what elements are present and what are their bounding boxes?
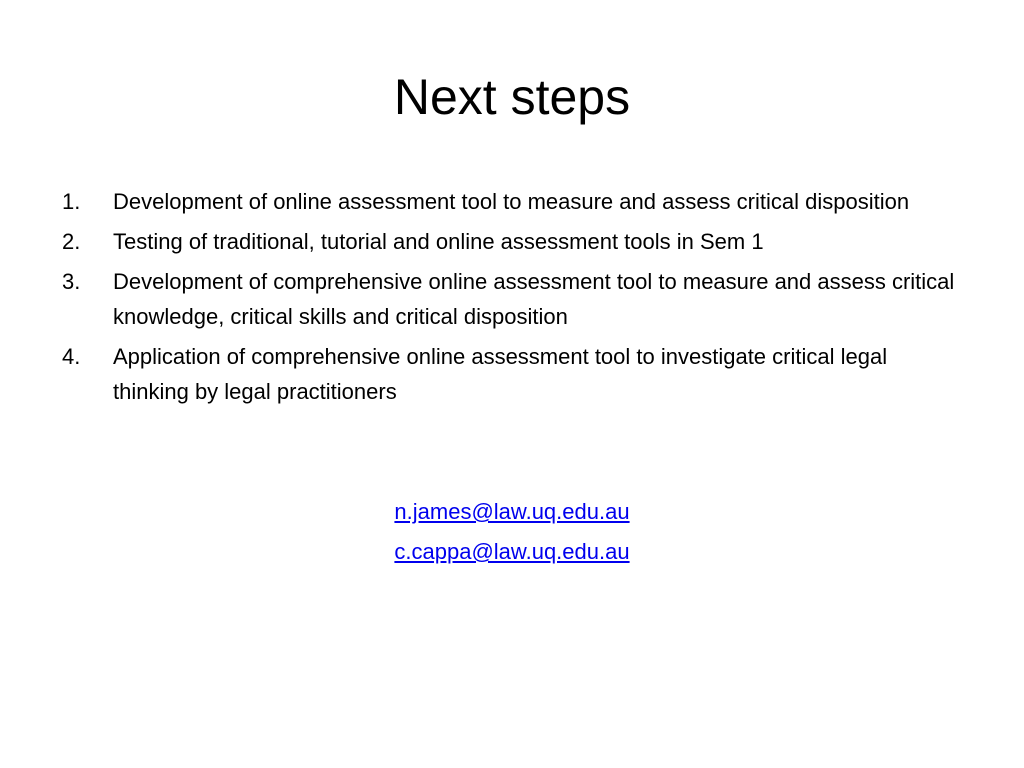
list-item-number: 2. [62, 229, 81, 254]
email-link-james[interactable]: n.james@law.uq.edu.au [394, 499, 630, 524]
list-item [62, 264, 962, 334]
list-item [62, 184, 962, 219]
list-item-text: Development of online assessment tool to measure and assess critical disposition [113, 189, 910, 214]
email-link-cappa[interactable]: c.cappa@law.uq.edu.au [394, 539, 630, 564]
list-item [62, 339, 962, 409]
list-item [62, 224, 962, 259]
list-item-number: 1. [62, 189, 81, 214]
list-item-text: Testing of traditional, tutorial and online assessment tools in Sem 1 [113, 229, 764, 254]
contact-emails [0, 492, 1024, 572]
next-steps-list [62, 184, 962, 414]
list-item-number: 4. [62, 344, 81, 369]
slide-title: Next steps [393, 69, 631, 125]
list-item-number: 3. [62, 269, 81, 294]
list-item-text: Application of comprehensive online assessment tool to investigate critical legal thinking by legal practitioners [113, 344, 888, 404]
list-item-text: Development of comprehensive online assessment tool to measure and assess critical knowledge, critical skills and critical disposition [113, 269, 955, 329]
